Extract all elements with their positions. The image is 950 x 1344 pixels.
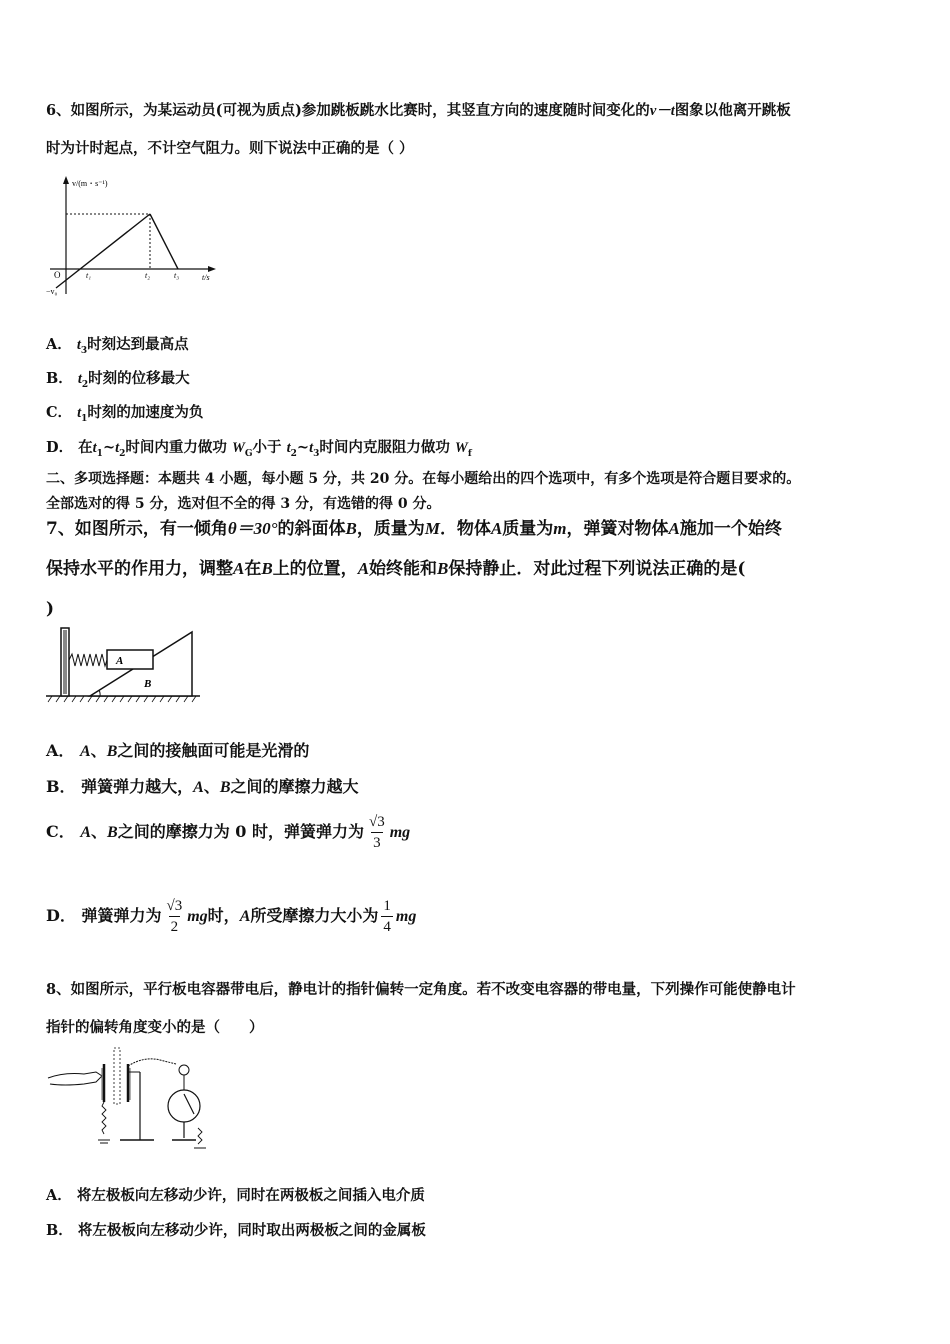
q8-capacitor-figure [44, 1044, 224, 1154]
q7-stem-line2: 保持水平的作用力，调整A在B上的位置，A始终能和B保持静止．对此过程下列说法正确的是( [46, 559, 746, 579]
q7-option-a: A． A、B之间的接触面可能是光滑的 [46, 741, 310, 760]
q6-stem-line1: 6、如图所示，为某运动员(可视为质点)参加跳板跳水比赛时，其竖直方向的速度随时间变化的v－t图象以他离开跳板 [46, 102, 791, 119]
q6-vt-graph [44, 172, 219, 302]
q7-figure-label-a: A [116, 655, 124, 667]
q7-option-d: D． 弹簧弹力为 $\frac{√3}{2}$ mg时，A所受摩擦力大小为 $\frac{1}{4}$ mg [46, 898, 417, 935]
q7-figure-label-b: B [144, 678, 152, 690]
q6-graph-xlabel: t/s [202, 273, 210, 282]
q6-graph-t1: t₁ [86, 271, 92, 280]
q7-option-d-fraction-1: $\frac{√3}{2}$ [166, 898, 183, 935]
q6-graph-ylabel: v/(m・s⁻¹) [72, 179, 108, 188]
q7-stem [46, 509, 782, 629]
q8-option-b: B． 将左极板向左移动少许，同时取出两极板之间的金属板 [46, 1222, 426, 1239]
q7-incline-figure [44, 624, 204, 704]
q8-stem: 8、如图所示，平行板电容器带电后，静电计的指针偏转一定角度。若不改变电容器的带电量，下列操作可能使静电计 指针的偏转角度变小的是（ ） [46, 981, 796, 1036]
q7-stem-line3: ) [46, 599, 55, 619]
q7-option-c-fraction: $\frac{√3}{3}$ [368, 814, 385, 851]
q6-graph-v0: −v₀ [46, 287, 58, 296]
q8-option-a: A． 将左极板向左移动少许，同时在两极板之间插入电介质 [46, 1187, 425, 1204]
q6-option-c: C． $t_1$时刻的加速度为负 [46, 404, 204, 424]
q6-graph-t2: t₂ [145, 271, 151, 280]
q6-stem-line2: 时为计时起点，不计空气阻力。则下说法中正确的是（ ） [46, 140, 414, 157]
q7-option-d-fraction-2: $\frac{1}{4}$ [383, 898, 391, 935]
q6-option-d: D． 在$t_1\sim t_2$时间内重力做功 $W_G$小于 $t_2\sim t_3$时间内克服阻力做功 $W_f$ [46, 439, 472, 459]
q7-option-c: C． A、B之间的摩擦力为 0 时，弹簧弹力为 $\frac{√3}{3}$ mg [46, 814, 411, 851]
q6-graph-origin: O [54, 270, 61, 280]
q7-stem-line1: 7、如图所示，有一倾角θ＝30°的斜面体B，质量为M．物体A质量为m，弹簧对物体A施加一个始终 [46, 519, 782, 539]
q6-graph-t3: t₃ [174, 271, 180, 280]
q6-option-a: A． $t_3$时刻达到最高点 [46, 336, 189, 356]
q6-stem [46, 92, 791, 168]
section2-heading: 二、多项选择题：本题共 4 小题，每小题 5 分，共 20 分。在每小题给出的四个选项中，有多个选项是符合题目要求的。 全部选对的得 5 分，选对但不全的得 3 分，有选错的得 0 分。 [46, 471, 801, 512]
q7-option-b: B． 弹簧弹力越大，A、B之间的摩擦力越大 [46, 777, 359, 796]
q6-option-b: B． $t_2$时刻的位移最大 [46, 370, 190, 390]
